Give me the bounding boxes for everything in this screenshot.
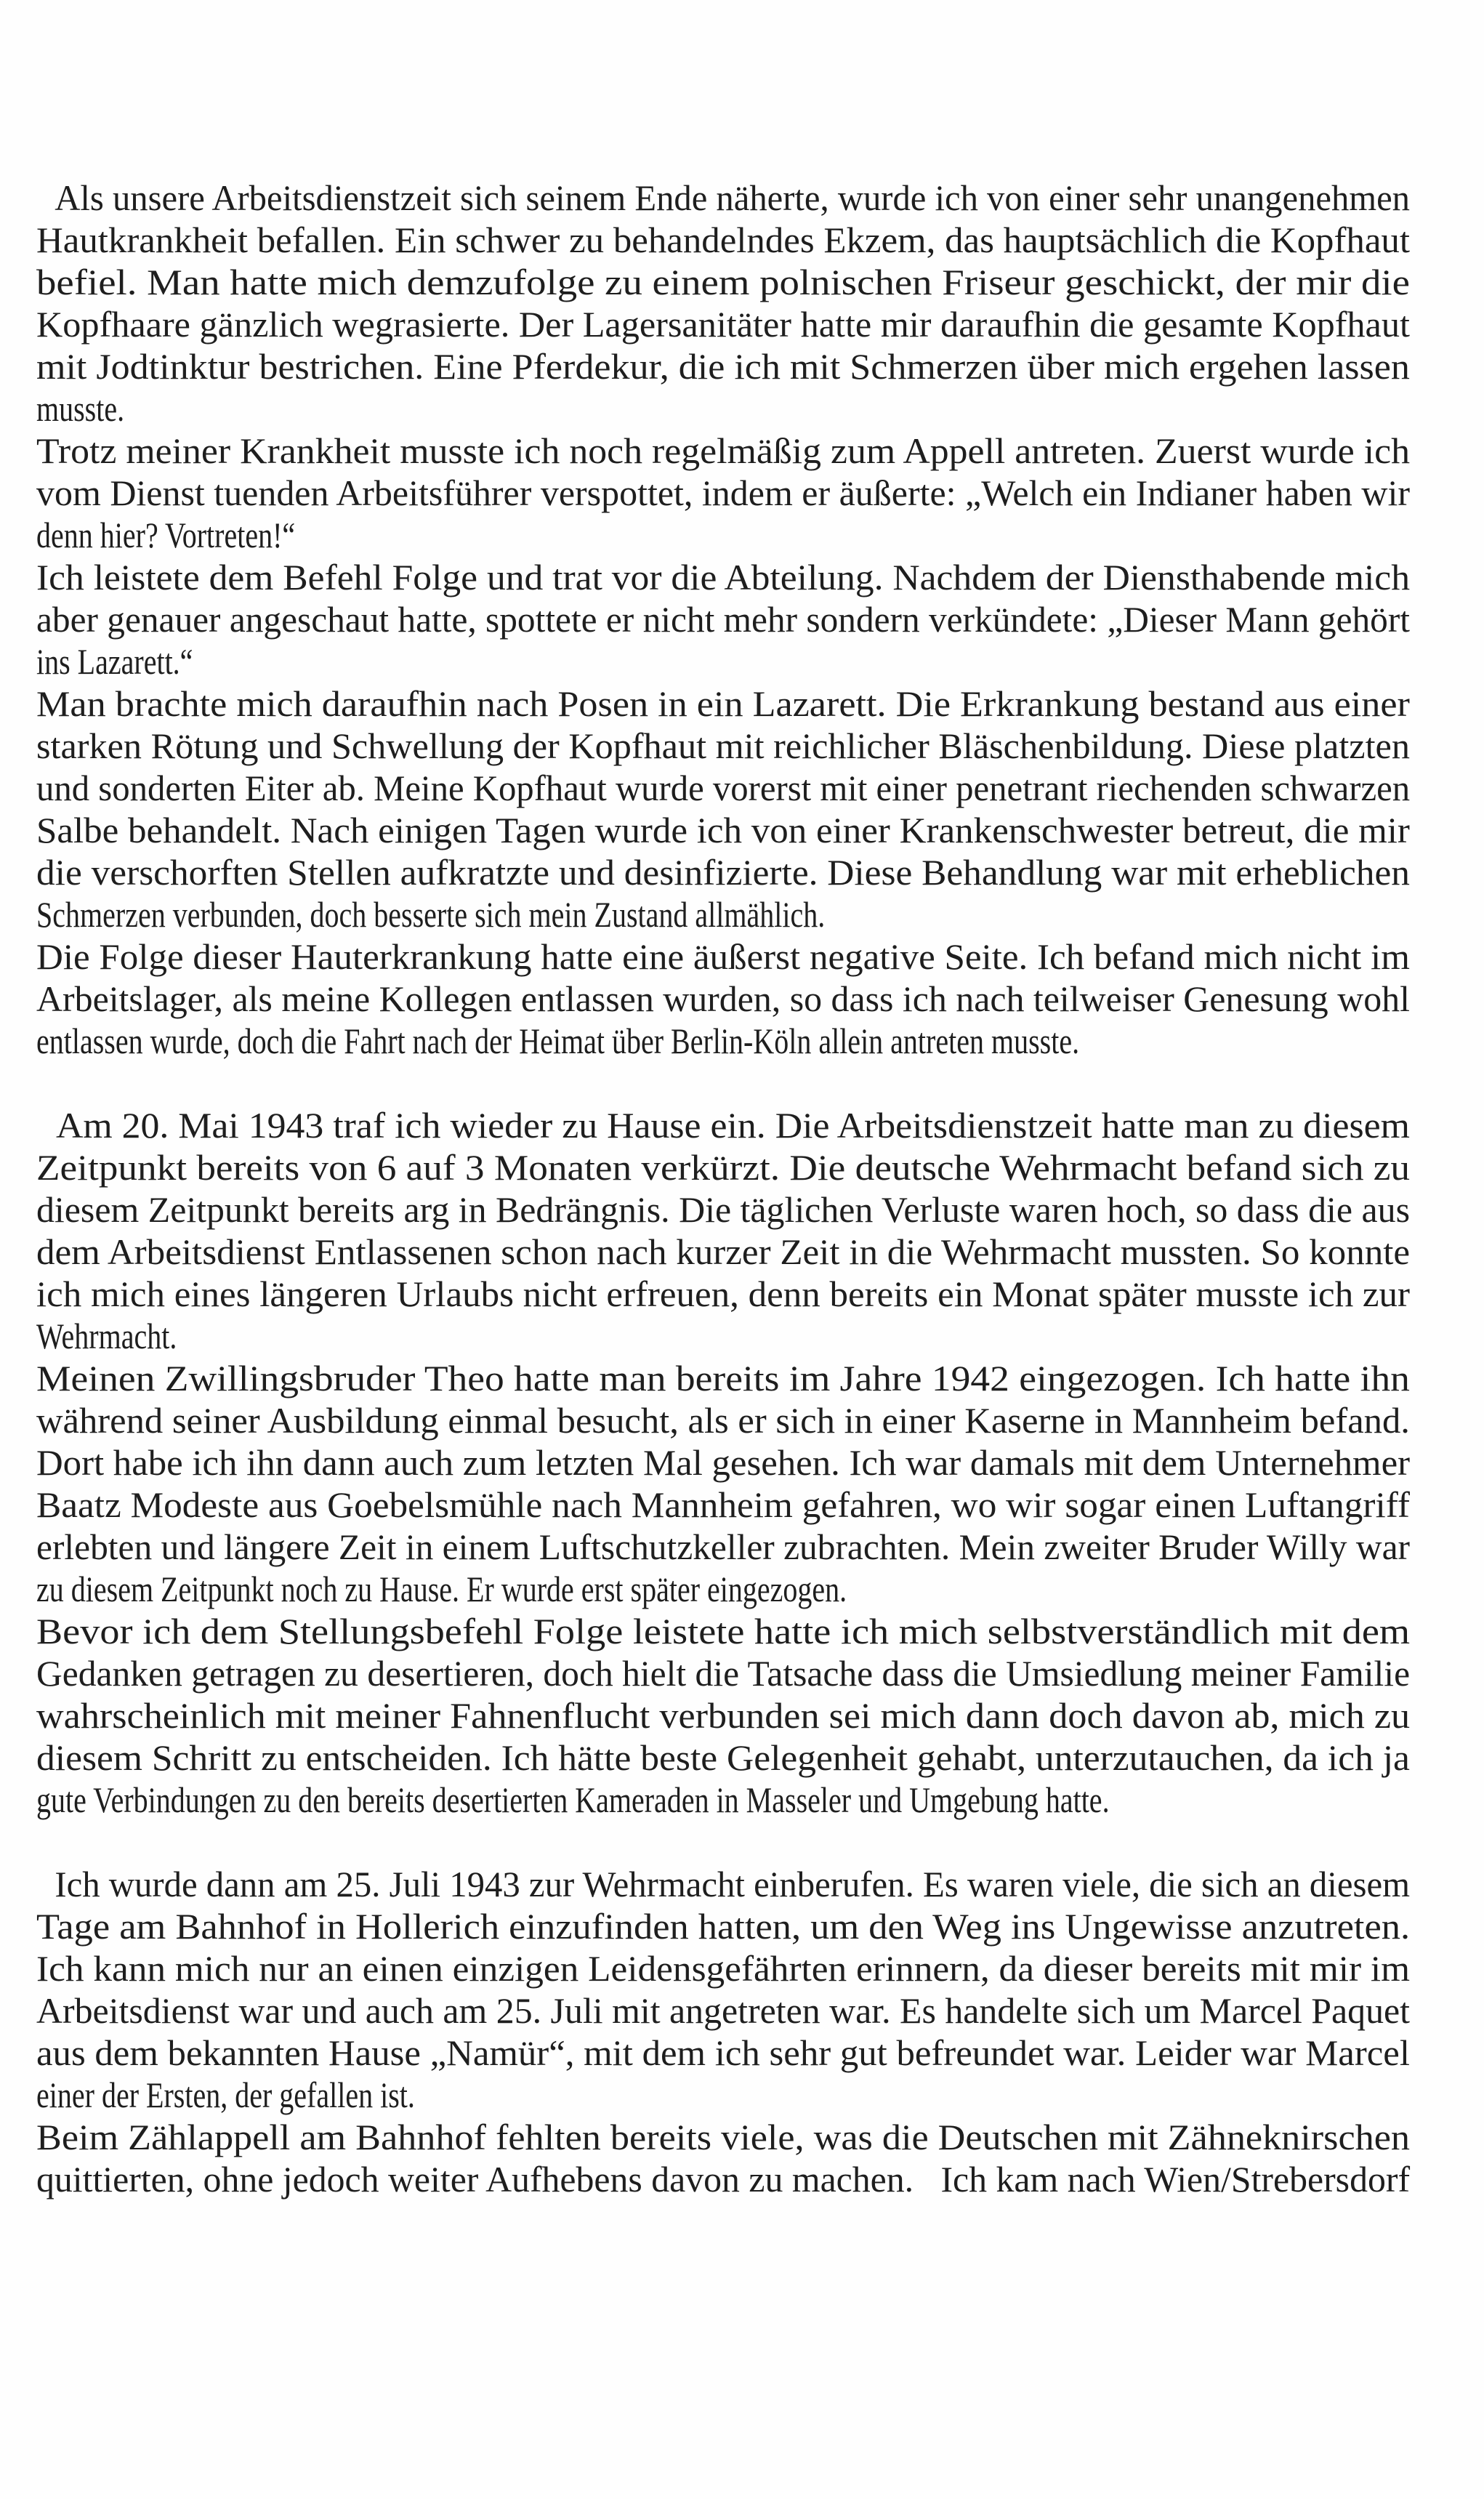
text-line-content: Wehrmacht. xyxy=(36,1316,177,1356)
text-line xyxy=(36,1779,1410,1821)
text-line-content: Ich kann mich nur an einen einzigen Leidensgefährten erinnern, da dieser bereits mit mir im xyxy=(36,1948,1411,1989)
text-line-content: Zeitpunkt bereits von 6 auf 3 Monaten verkürzt. Die deutsche Wehrmacht befand sich zu xyxy=(36,1147,1411,1188)
text-line xyxy=(36,1989,1410,2032)
document-body xyxy=(36,177,1410,2200)
text-line-content: ich mich eines längeren Urlaubs nicht erfreuen, denn bereits ein Monat später musste ich zur xyxy=(36,1273,1411,1314)
text-line xyxy=(36,177,1410,219)
text-line xyxy=(36,1273,1410,1315)
text-line-content: Hautkrankheit befallen. Ein schwer zu behandelndes Ekzem, das hauptsächlich die Kopfhaut xyxy=(36,220,1410,260)
text-line xyxy=(36,851,1410,893)
text-line-content: quittierten, ohne jedoch weiter Aufhebens davon zu machen. Ich kam nach Wien/Strebersdorf xyxy=(36,2159,1411,2200)
text-line-content: während seiner Ausbildung einmal besucht, als er sich in einer Kaserne in Mannheim befand. xyxy=(36,1400,1410,1441)
text-line xyxy=(36,2074,1410,2116)
text-line xyxy=(36,1231,1410,1273)
text-line-content: Ich leistete dem Befehl Folge und trat vor die Abteilung. Nachdem der Diensthabende mich xyxy=(36,557,1410,597)
text-line xyxy=(36,1104,1410,1146)
text-line xyxy=(36,1484,1410,1526)
text-line-content: wahrscheinlich mit meiner Fahnenflucht verbunden sei mich dann doch davon ab, mich zu xyxy=(36,1695,1411,1736)
text-line xyxy=(36,935,1410,978)
text-line xyxy=(36,1694,1410,1737)
text-line-content: Salbe behandelt. Nach einigen Tagen wurde ich von einer Krankenschwester betreut, die mir xyxy=(36,810,1410,850)
text-line-content: denn hier? Vortreten!“ xyxy=(36,515,296,555)
text-line xyxy=(36,1905,1410,1947)
text-line-content: und sonderten Eiter ab. Meine Kopfhaut wurde vorerst mit einer penetrant riechenden schwarzen xyxy=(36,768,1411,808)
text-line xyxy=(36,598,1410,640)
text-line-content: musste. xyxy=(36,388,125,429)
text-line-content: Arbeitslager, als meine Kollegen entlassen wurden, so dass ich nach teilweiser Genesung wohl xyxy=(36,978,1410,1019)
text-line-content: Beim Zählappell am Bahnhof fehlten bereits viele, was die Deutschen mit Zähneknirschen xyxy=(36,2117,1411,2157)
text-line xyxy=(36,303,1410,345)
text-line xyxy=(36,683,1410,725)
text-line xyxy=(36,2116,1410,2158)
text-line-content: Baatz Modeste aus Goebelsmühle nach Mannheim gefahren, wo wir sogar einen Luftangriff xyxy=(36,1484,1410,1525)
text-line xyxy=(36,345,1410,387)
text-line-content: Man brachte mich daraufhin nach Posen in ein Lazarett. Die Erkrankung bestand aus einer xyxy=(36,683,1410,724)
text-line-content: dem Arbeitsdienst Entlassenen schon nach kurzer Zeit in die Wehrmacht mussten. So konnte xyxy=(36,1231,1411,1272)
text-line-content: vom Dienst tuenden Arbeitsführer verspottet, indem er äußerte: „Welch ein Indianer haben wir xyxy=(36,472,1411,513)
text-line xyxy=(36,1357,1410,1399)
text-line xyxy=(36,767,1410,809)
text-line-content: Trotz meiner Krankheit musste ich noch regelmäßig zum Appell antreten. Zuerst wurde ich xyxy=(36,430,1411,471)
text-line xyxy=(36,640,1410,683)
text-line xyxy=(36,1652,1410,1694)
text-line-content: Gedanken getragen zu desertieren, doch hielt die Tatsache dass die Umsiedlung meiner Familie xyxy=(36,1653,1411,1694)
text-section xyxy=(36,1863,1410,2200)
text-line-content: Am 20. Mai 1943 traf ich wieder zu Hause ein. Die Arbeitsdienstzeit hatte man zu diesem xyxy=(55,1105,1410,1146)
text-line xyxy=(36,1441,1410,1484)
text-line xyxy=(36,1399,1410,1441)
text-line-content: erlebten und längere Zeit in einem Luftschutzkeller zubrachten. Mein zweiter Bruder Willy war xyxy=(36,1526,1410,1567)
text-line-content: zu diesem Zeitpunkt noch zu Hause. Er wurde erst später eingezogen. xyxy=(36,1569,847,1609)
text-line xyxy=(36,2158,1410,2200)
text-line-content: aus dem bekannten Hause „Namür“, mit dem ich sehr gut befreundet war. Leider war Marcel xyxy=(36,2032,1410,2073)
text-line xyxy=(36,1737,1410,1779)
text-line xyxy=(36,472,1410,514)
text-line-content: einer der Ersten, der gefallen ist. xyxy=(36,2075,415,2115)
text-line xyxy=(36,1568,1410,1610)
text-line xyxy=(36,1947,1410,1989)
text-line-content: Als unsere Arbeitsdienstzeit sich seinem Ende näherte, wurde ich von einer sehr unangenehmen xyxy=(55,177,1410,218)
text-line-content: Tage am Bahnhof in Hollerich einzufinden hatten, um den Weg ins Ungewisse anzutreten. xyxy=(36,1906,1411,1947)
text-line-content: Meinen Zwillingsbruder Theo hatte man bereits im Jahre 1942 eingezogen. Ich hatte ihn xyxy=(36,1358,1410,1399)
paragraph-gap xyxy=(36,1062,1410,1104)
text-line-content: gute Verbindungen zu den bereits desertierten Kameraden in Masseler und Umgebung hatte. xyxy=(36,1779,1110,1820)
text-line xyxy=(36,261,1410,303)
text-section xyxy=(36,1104,1410,1821)
text-line xyxy=(36,556,1410,598)
text-line xyxy=(36,387,1410,430)
text-line xyxy=(36,1863,1410,1905)
text-line-content: Bevor ich dem Stellungsbefehl Folge leistete hatte ich mich selbstverständlich mit dem xyxy=(36,1611,1411,1651)
text-line xyxy=(36,1610,1410,1652)
text-line xyxy=(36,219,1410,261)
text-line xyxy=(36,430,1410,472)
text-line xyxy=(36,978,1410,1020)
text-line-content: diesem Zeitpunkt bereits arg in Bedrängnis. Die täglichen Verluste waren hoch, so dass die aus xyxy=(36,1189,1410,1230)
text-line-content: Die Folge dieser Hauterkrankung hatte eine äußerst negative Seite. Ich befand mich nicht im xyxy=(36,936,1410,977)
text-line-content: entlassen wurde, doch die Fahrt nach der Heimat über Berlin-Köln allein antreten musste. xyxy=(36,1021,1080,1061)
text-line xyxy=(36,1020,1410,1062)
text-line xyxy=(36,1188,1410,1231)
text-line xyxy=(36,893,1410,935)
text-line-content: Schmerzen verbunden, doch besserte sich mein Zustand allmählich. xyxy=(36,894,826,935)
text-line-content: Dort habe ich ihn dann auch zum letzten Mal gesehen. Ich war damals mit dem Unternehmer xyxy=(36,1442,1411,1483)
text-line-content: die verschorften Stellen aufkratzte und desinfizierte. Diese Behandlung war mit erheblichen xyxy=(36,852,1410,893)
text-line-content: starken Rötung und Schwellung der Kopfhaut mit reichlicher Bläschenbildung. Diese platzten xyxy=(36,725,1410,766)
text-line xyxy=(36,2032,1410,2074)
text-section xyxy=(36,177,1410,1062)
text-line-content: mit Jodtinktur bestrichen. Eine Pferdekur, die ich mit Schmerzen über mich ergehen lassen xyxy=(36,346,1410,387)
paragraph-gap xyxy=(36,1821,1410,1863)
text-line-content: Kopfhaare gänzlich wegrasierte. Der Lagersanitäter hatte mir daraufhin die gesamte Kopfhaut xyxy=(36,304,1410,345)
text-line xyxy=(36,514,1410,556)
text-line-content: ins Lazarett.“ xyxy=(36,641,193,682)
text-line-content: diesem Schritt zu entscheiden. Ich hätte beste Gelegenheit gehabt, unterzutauchen, da ich ja xyxy=(36,1737,1410,1778)
text-line xyxy=(36,1526,1410,1568)
text-line-content: Ich wurde dann am 25. Juli 1943 zur Wehrmacht einberufen. Es waren viele, die sich an diesem xyxy=(55,1864,1411,1904)
text-line-content: Arbeitsdienst war und auch am 25. Juli mit angetreten war. Es handelte sich um Marcel Paquet xyxy=(36,1990,1411,2031)
text-line xyxy=(36,725,1410,767)
text-line xyxy=(36,1315,1410,1357)
text-line-content: aber genauer angeschaut hatte, spottete er nicht mehr sondern verkündete: „Dieser Mann gehört xyxy=(36,599,1411,640)
text-line xyxy=(36,809,1410,851)
text-line xyxy=(36,1146,1410,1188)
text-line-content: befiel. Man hatte mich demzufolge zu einem polnischen Friseur geschickt, der mir die xyxy=(36,262,1411,302)
